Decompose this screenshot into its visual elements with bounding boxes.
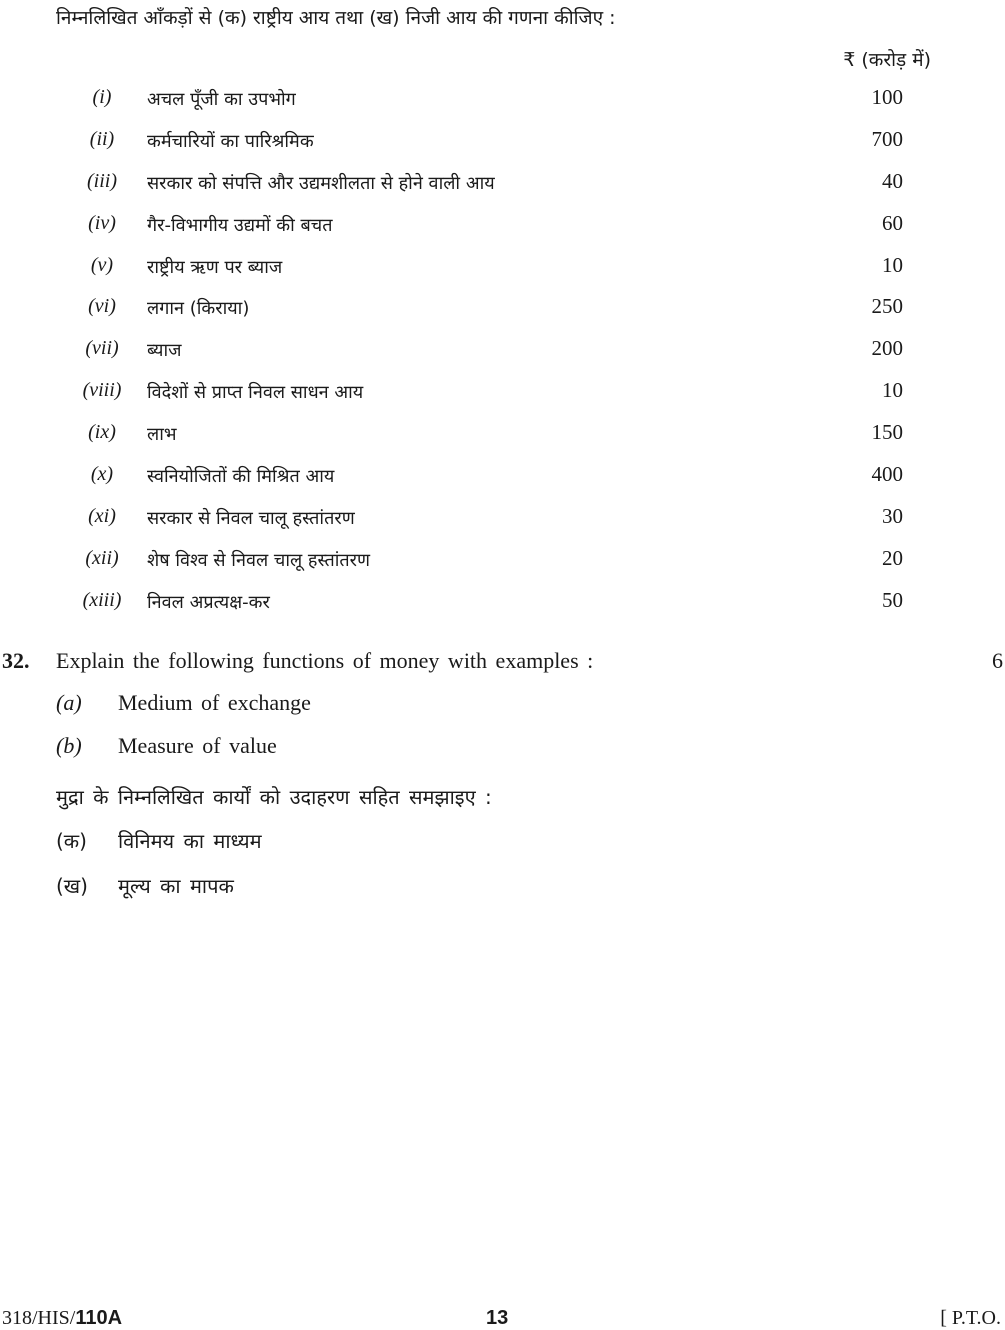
table-row [0,329,1005,371]
item-value: 20 [882,545,903,570]
table-row [0,455,1005,497]
item-value: 10 [882,252,903,277]
item-label: निवल अप्रत्यक्ष-कर [147,591,270,613]
table-row [0,120,1005,162]
item-value: 250 [871,294,903,319]
table-row [0,497,1005,539]
paper-code [2,1307,122,1330]
data-intro-text: निम्नलिखित आँकड़ों से (क) राष्ट्रीय आय तथा (ख) निजी आय की गणना कीजिए : [56,7,616,29]
item-label: शेष विश्व से निवल चालू हस्तांतरण [147,549,371,571]
item-value: 400 [871,462,903,487]
item-number: (x) [90,463,114,486]
pto-label: [ P.T.O. [940,1307,1001,1329]
item-label: राष्ट्रीय ऋण पर ब्याज [147,256,283,278]
paper-code-suffix: 110A [75,1307,123,1329]
table-row [0,204,1005,246]
item-label: स्वनियोजितों की मिश्रित आय [147,466,335,488]
option-letter: (b) [56,733,82,758]
option-letter: (क) [56,829,87,853]
item-number: (xii) [85,546,119,569]
table-row [0,78,1005,120]
table-row [0,539,1005,581]
item-label: अचल पूँजी का उपभोग [147,89,296,110]
item-label: लगान (किराया) [147,298,250,320]
item-number: (v) [90,253,114,276]
page-number: 13 [486,1307,509,1329]
item-value: 60 [882,210,903,235]
table-row [0,246,1005,288]
item-number: (xiii) [82,588,122,611]
item-value: 200 [871,336,903,361]
item-value: 50 [882,587,903,612]
item-number: (viii) [82,379,122,402]
item-label: विदेशों से प्राप्त निवल साधन आय [147,382,364,404]
item-label: सरकार को संपत्ति और उद्यमशीलता से होने वाली आय [147,172,495,194]
item-number: (iv) [88,211,116,234]
item-number: (ix) [88,421,116,444]
item-label: सरकार से निवल चालू हस्तांतरण [147,507,355,529]
question-marks: 6 [992,648,1003,673]
question-text: Explain the following functions of money with examples : [56,648,594,673]
table-row [0,413,1005,455]
item-label: कर्मचारियों का पारिश्रमिक [147,130,314,152]
item-value: 150 [871,420,903,445]
item-value: 40 [882,168,903,193]
paper-code-prefix: 318/HIS/ [2,1307,76,1329]
option-text: Measure of value [118,733,277,758]
item-value: 10 [882,378,903,403]
item-number: (ii) [89,127,115,150]
table-row [0,371,1005,413]
option-letter: (a) [56,690,82,715]
item-value: 700 [871,126,903,151]
income-data-table [0,78,1005,623]
item-number: (xi) [88,504,116,527]
question-number: 32. [2,648,30,673]
option-text: विनिमय का माध्यम [118,829,262,853]
item-value: 30 [882,503,903,528]
table-row [0,581,1005,623]
item-label: ब्याज [147,340,182,362]
option-letter: (ख) [56,874,88,898]
table-row [0,162,1005,204]
unit-header: ₹ (करोड़ में) [843,49,931,71]
item-number: (iii) [87,169,117,192]
item-number: (vi) [88,295,116,318]
option-text: मूल्य का मापक [118,874,234,898]
table-row [0,287,1005,329]
item-number: (i) [92,86,112,108]
item-number: (vii) [85,337,119,360]
question-text-hindi: मुद्रा के निम्नलिखित कार्यों को उदाहरण सहित समझाइए : [56,785,492,809]
item-label: लाभ [147,424,177,446]
item-label: गैर-विभागीय उद्यमों की बचत [147,214,333,236]
item-value: 100 [871,85,903,109]
option-text: Medium of exchange [118,690,311,715]
